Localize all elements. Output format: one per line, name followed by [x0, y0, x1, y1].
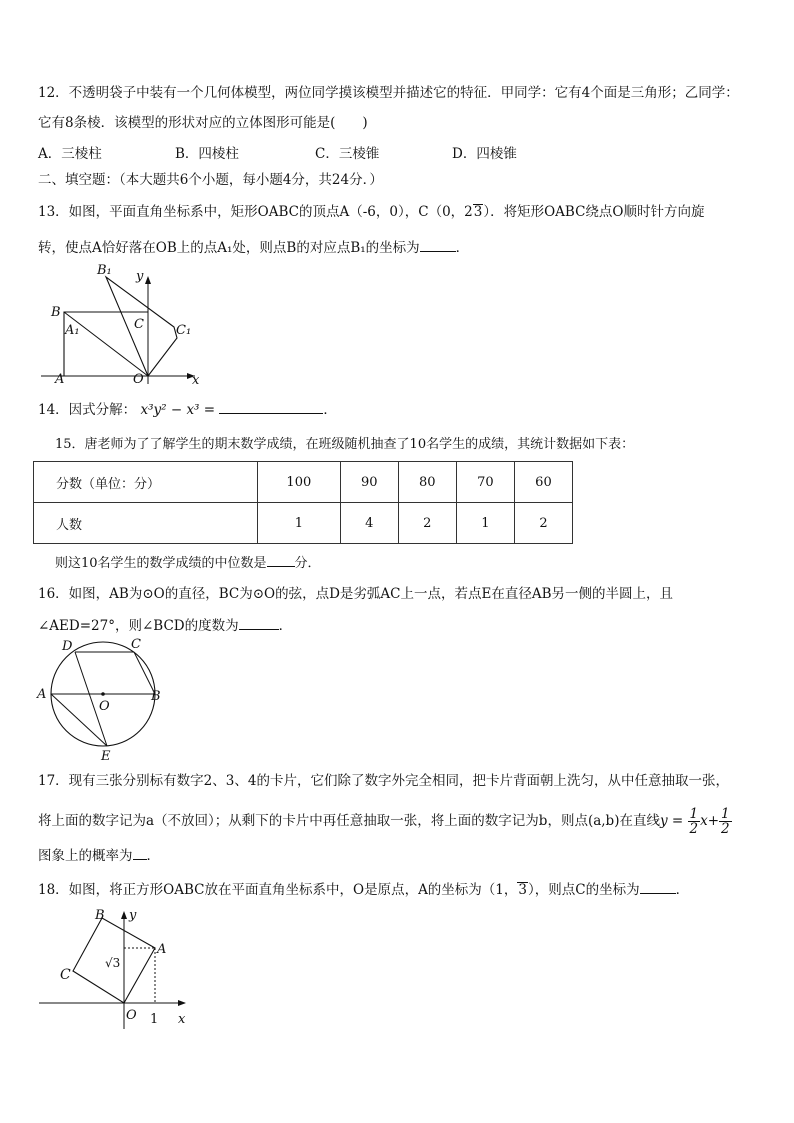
table-cell: 1	[258, 503, 341, 544]
table-row	[34, 503, 573, 544]
answer-blank[interactable]	[219, 399, 323, 414]
label-a: A	[37, 687, 47, 702]
label-a: A	[157, 942, 167, 957]
label-c: C	[134, 317, 144, 332]
q13-figure	[35, 262, 205, 392]
q12-line1: 12．不透明袋子中装有一个几何体模型，两位同学摸该模型并描述它的特征．甲同学：它有4个面是三角形；乙同学：	[38, 85, 739, 101]
label-a: A	[55, 372, 65, 387]
table-cell: 100	[258, 462, 341, 503]
label-d: D	[62, 639, 73, 654]
line-equation-lhs: y =	[659, 813, 684, 829]
answer-blank[interactable]	[133, 845, 147, 860]
q14-line: 14．因式分解： x³y² − x³ = ．	[38, 399, 337, 420]
table-row	[34, 462, 573, 503]
q18-figure	[35, 905, 195, 1035]
table-header-count: 人数	[34, 503, 258, 544]
fraction-one-half: $\frac{1}{2}$	[689, 806, 699, 837]
answer-blank[interactable]	[640, 879, 676, 894]
label-y: y	[129, 908, 137, 923]
q12-option-d: D．四棱锥	[452, 146, 517, 162]
x-axis-arrow	[178, 1000, 186, 1006]
label-b: B	[51, 305, 61, 320]
fraction-one-half: $\frac{1}{2}$	[721, 806, 730, 837]
table-cell: 60	[514, 462, 572, 503]
label-o: O	[99, 699, 110, 714]
label-b: B	[95, 908, 105, 923]
label-b1: B₁	[97, 263, 112, 278]
label-b: B	[151, 689, 161, 704]
q16-figure	[35, 637, 175, 764]
q12-option-a: A．三棱柱	[38, 146, 102, 162]
label-one: 1	[150, 1012, 159, 1027]
answer-blank[interactable]	[267, 552, 295, 567]
table-cell: 2	[398, 503, 456, 544]
q17-line2: 将上面的数字记为a（不放回）；从剩下的卡片中再任意抽取一张，将上面的数字记为b，则点(a,b)在直线y = $\frac{1}{2}$ x+ $\frac{1}{2}$	[38, 806, 730, 837]
q16-line2: ∠AED=27°，则∠BCD的度数为 ．	[38, 615, 292, 636]
q12-option-c: C．三棱锥	[315, 146, 380, 162]
y-axis-arrow	[121, 911, 127, 919]
table-cell: 4	[340, 503, 398, 544]
sqrt-3: 3	[518, 882, 527, 898]
label-y: y	[136, 269, 144, 284]
table-cell: 80	[398, 462, 456, 503]
table-cell: 70	[456, 462, 514, 503]
label-a1: A₁	[65, 323, 80, 338]
label-o: O	[133, 372, 144, 387]
label-sqrt3: √3	[105, 956, 121, 970]
q12-option-b: B．四棱柱	[175, 146, 239, 162]
section-title-fill-in: 二、填空题：（本大题共6个小题，每小题4分，共24分．）	[38, 172, 383, 188]
y-axis-arrow	[145, 276, 151, 284]
line-equation-var: x+	[700, 813, 720, 829]
q13-line2: 转，使点A恰好落在OB上的点A₁处，则点B的对应点B₁的坐标为 ．	[38, 237, 469, 258]
q15-conclusion: 则这10名学生的数学成绩的中位数是 分．	[55, 552, 321, 574]
center-o	[101, 692, 105, 696]
answer-blank[interactable]	[239, 615, 279, 630]
table-cell: 90	[340, 462, 398, 503]
label-c: C	[60, 967, 71, 983]
q16-line1: 16．如图，AB为⊙O的直径，BC为⊙O的弦，点D是劣弧AC上一点，若点E在直径AB另一侧的半圆上，且	[38, 586, 674, 602]
table-cell: 2	[514, 503, 572, 544]
q18-line: 18．如图，将正方形OABC放在平面直角坐标系中，O是原点，A的坐标为（1，3），则点C的坐标为 ．	[38, 879, 689, 900]
label-o: O	[126, 1008, 137, 1023]
q14-expression: x³y² − x³ =	[140, 402, 216, 418]
label-e: E	[101, 749, 111, 764]
q17-line1: 17．现有三张分别标有数字2、3、4的卡片，它们除了数字外完全相同，把卡片背面朝上洗匀，从中任意抽取一张，	[38, 773, 729, 789]
table-header-score: 分数（单位：分）	[34, 462, 258, 503]
sqrt-3: 3	[473, 204, 483, 220]
q17-line3: 图象上的概率为 ．	[38, 845, 160, 866]
label-x: x	[178, 1012, 186, 1027]
q13-line1: 13．如图，平面直角坐标系中，矩形OABC的顶点A（-6，0），C（0，23）．将矩形OABC绕点O顺时针方向旋	[38, 204, 705, 220]
label-c: C	[131, 637, 141, 652]
score-table	[33, 461, 573, 544]
label-x: x	[192, 373, 200, 388]
table-cell: 1	[456, 503, 514, 544]
q15-intro: 15．唐老师为了了解学生的期末数学成绩，在班级随机抽查了10名学生的成绩，其统计数据如下表：	[55, 437, 635, 452]
q12-line2: 它有8条棱．该模型的形状对应的立体图形可能是( )	[38, 115, 368, 131]
chord-bc	[134, 652, 155, 694]
answer-blank[interactable]	[420, 237, 456, 252]
label-c1: C₁	[176, 323, 192, 338]
